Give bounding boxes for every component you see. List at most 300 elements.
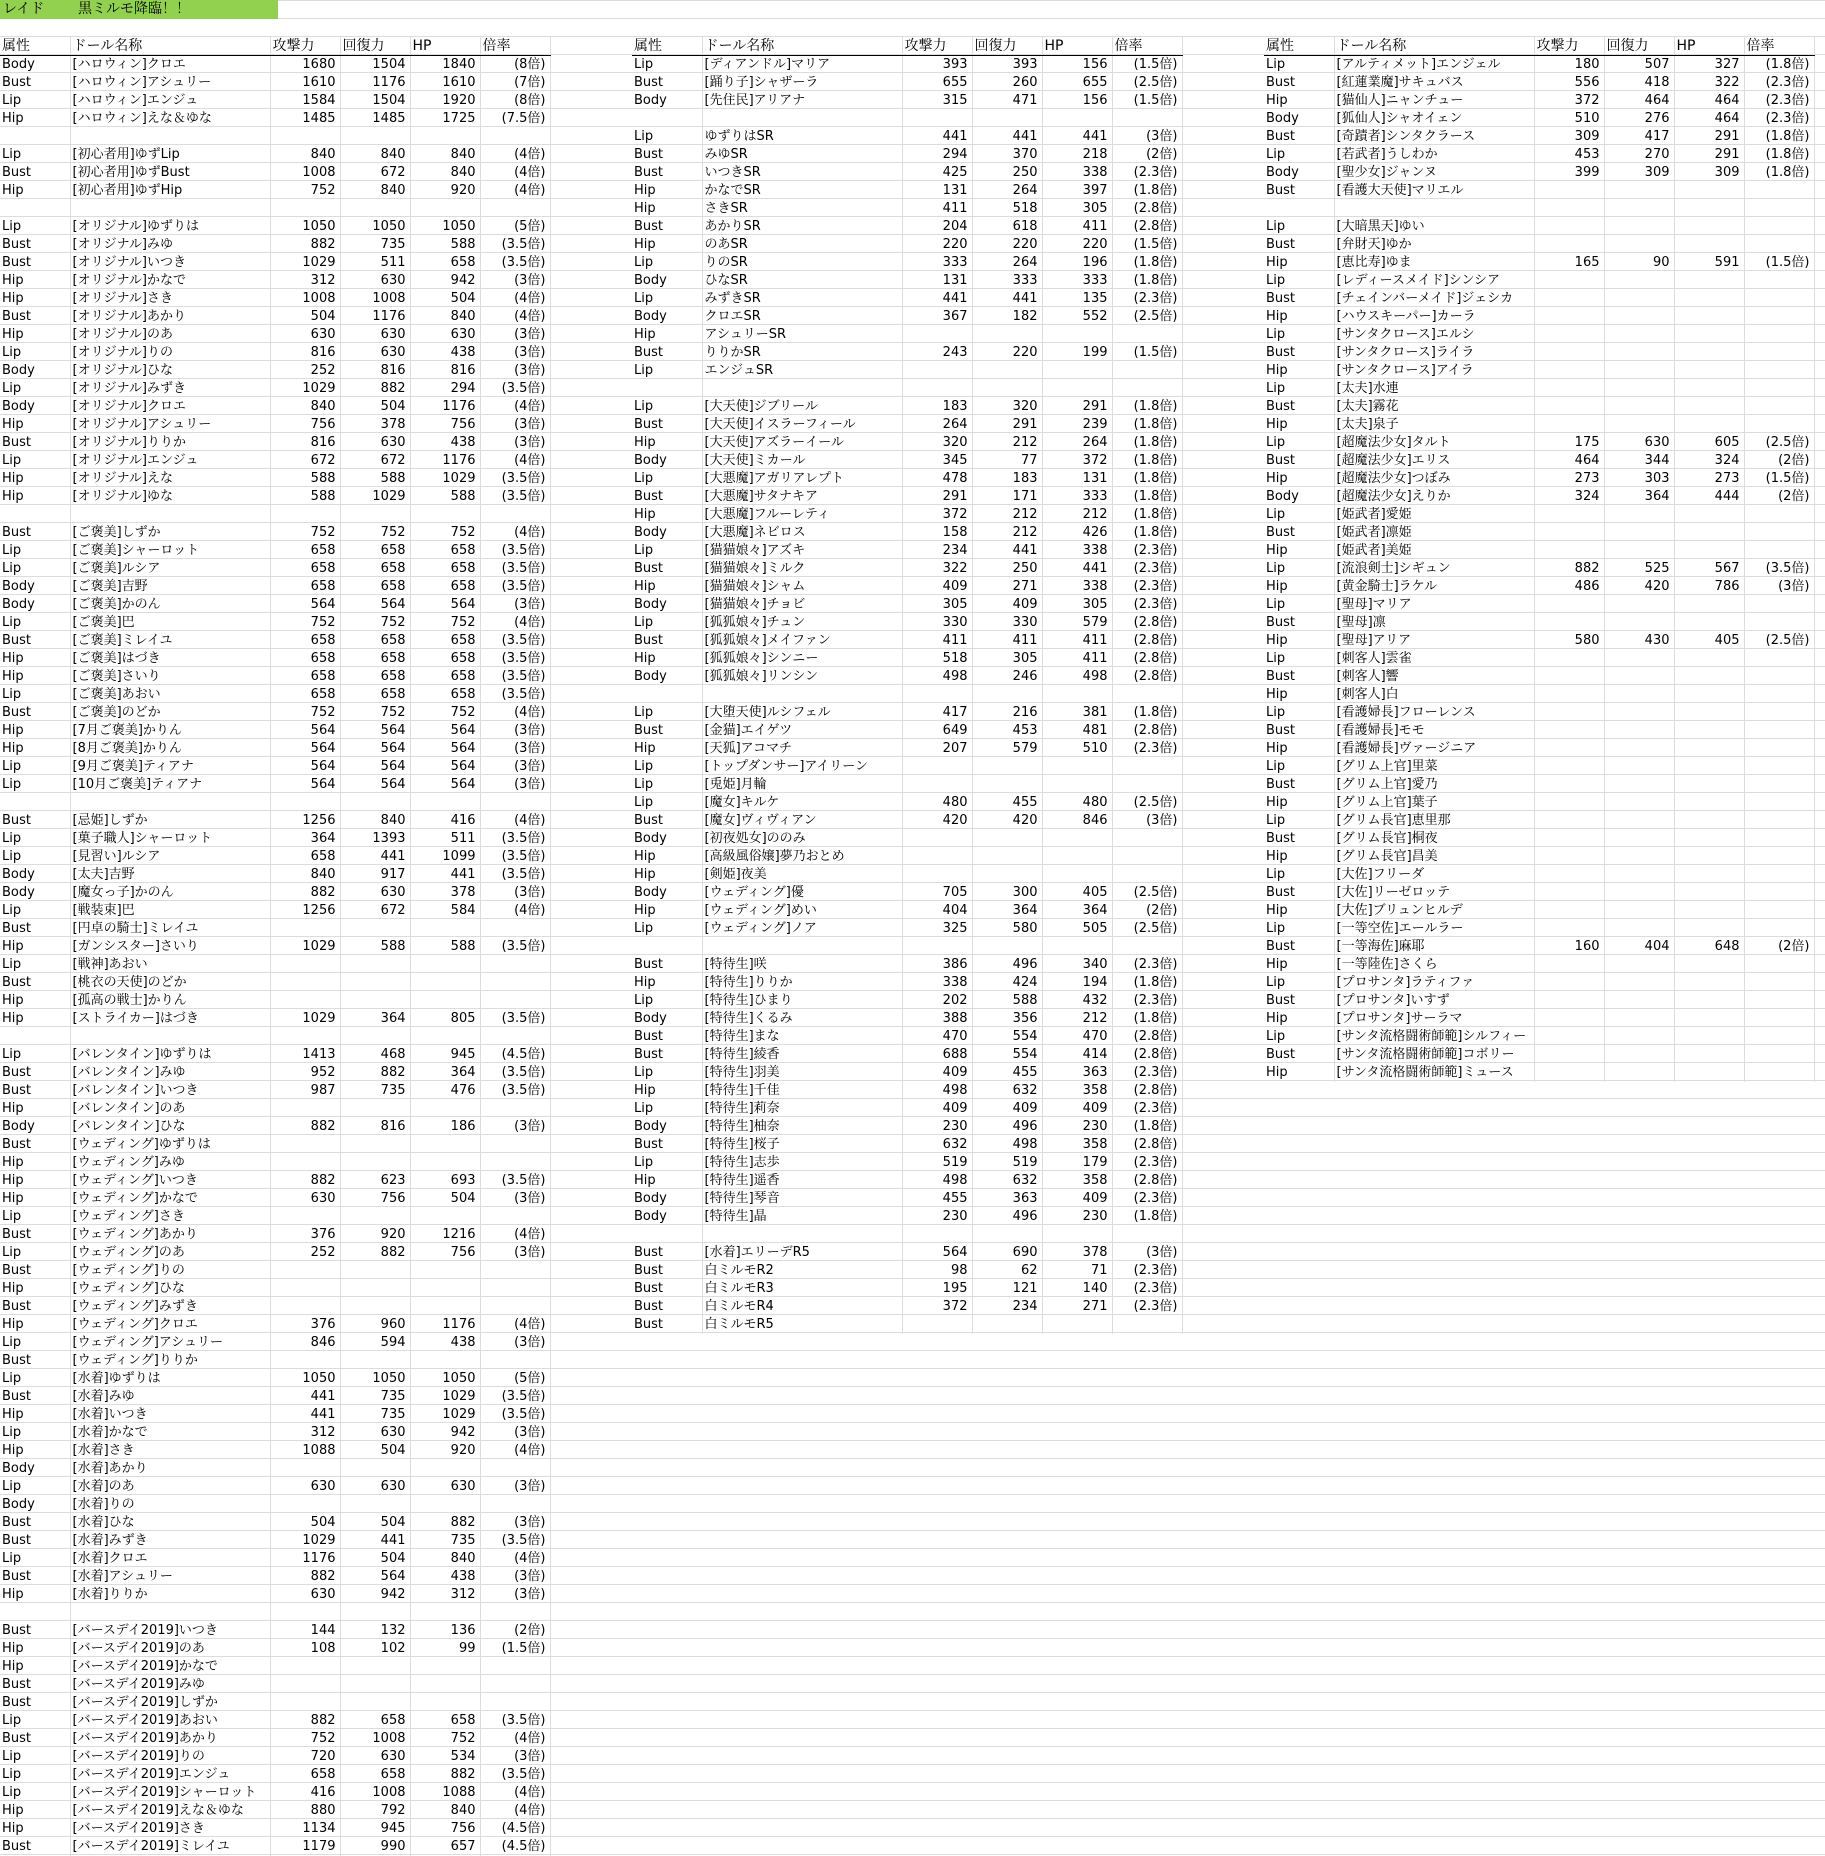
cell-attack[interactable] — [1534, 1028, 1604, 1046]
cell-multiplier[interactable]: (3倍) — [480, 1514, 550, 1532]
cell-recovery[interactable]: 182 — [972, 308, 1042, 326]
cell-doll-name[interactable]: [特待生]晶 — [702, 1208, 902, 1226]
cell-multiplier[interactable] — [1744, 740, 1814, 758]
cell-multiplier[interactable] — [1744, 236, 1814, 254]
cell-recovery[interactable] — [1604, 902, 1674, 920]
cell-attack[interactable]: 230 — [902, 1118, 972, 1136]
cell-multiplier[interactable]: (1.8倍) — [1112, 524, 1182, 542]
cell-attribute[interactable]: Hip — [0, 1172, 70, 1190]
cell-doll-name[interactable]: [黄金騎士]ラケル — [1334, 578, 1534, 596]
cell-hp[interactable]: 409 — [1042, 1100, 1112, 1118]
cell-attack[interactable]: 480 — [902, 794, 972, 812]
cell-attack[interactable]: 420 — [902, 812, 972, 830]
cell-doll-name[interactable]: りのSR — [702, 254, 902, 272]
cell-attack[interactable]: 252 — [270, 362, 340, 380]
cell-hp[interactable] — [1674, 920, 1744, 938]
cell-hp[interactable] — [1674, 542, 1744, 560]
cell-doll-name[interactable]: [ディアンドル]マリア — [702, 56, 902, 75]
cell-multiplier[interactable]: (3.5倍) — [480, 542, 550, 560]
cell-recovery[interactable]: 554 — [972, 1046, 1042, 1064]
cell-multiplier[interactable]: (3倍) — [480, 1334, 550, 1352]
cell-doll-name[interactable]: [バースデイ2019]しずか — [70, 1694, 270, 1712]
cell-multiplier[interactable] — [1744, 272, 1814, 290]
cell-doll-name[interactable]: [ご褒美]のどか — [70, 704, 270, 722]
cell-multiplier[interactable] — [1744, 794, 1814, 812]
cell-hp[interactable]: 584 — [410, 902, 480, 920]
cell-doll-name[interactable]: 白ミルモR5 — [702, 1316, 902, 1334]
cell-hp[interactable] — [410, 1154, 480, 1172]
cell-hp[interactable]: 309 — [1674, 164, 1744, 182]
cell-recovery[interactable]: 264 — [972, 182, 1042, 200]
cell-doll-name[interactable]: [特待生]桜子 — [702, 1136, 902, 1154]
cell-attribute[interactable] — [0, 794, 70, 812]
cell-recovery[interactable]: 496 — [972, 1118, 1042, 1136]
cell-hp[interactable] — [1674, 1064, 1744, 1082]
cell-recovery[interactable]: 471 — [972, 92, 1042, 110]
cell-doll-name[interactable] — [702, 110, 902, 128]
cell-attribute[interactable] — [632, 1226, 702, 1244]
cell-doll-name[interactable]: [ハロウィン]えな＆ゆな — [70, 110, 270, 128]
cell-multiplier[interactable]: (4倍) — [480, 812, 550, 830]
cell-hp[interactable] — [410, 1352, 480, 1370]
cell-recovery[interactable]: 658 — [340, 650, 410, 668]
cell-attack[interactable]: 470 — [902, 1028, 972, 1046]
cell-attack[interactable] — [270, 1100, 340, 1118]
cell-hp[interactable]: 291 — [1674, 146, 1744, 164]
cell-multiplier[interactable]: (1.5倍) — [1112, 236, 1182, 254]
cell-recovery[interactable]: 752 — [340, 704, 410, 722]
cell-hp[interactable]: 294 — [410, 380, 480, 398]
cell-multiplier[interactable]: (1.8倍) — [1112, 182, 1182, 200]
cell-attack[interactable]: 504 — [270, 1514, 340, 1532]
cell-attribute[interactable]: Hip — [0, 1406, 70, 1424]
cell-attack[interactable]: 705 — [902, 884, 972, 902]
cell-recovery[interactable]: 404 — [1604, 938, 1674, 956]
cell-hp[interactable]: 196 — [1042, 254, 1112, 272]
cell-multiplier[interactable]: (3倍) — [480, 416, 550, 434]
cell-attribute[interactable]: Body — [0, 362, 70, 380]
cell-attack[interactable]: 1584 — [270, 92, 340, 110]
cell-attribute[interactable]: Body — [632, 884, 702, 902]
cell-multiplier[interactable]: (3.5倍) — [480, 650, 550, 668]
cell-recovery[interactable]: 212 — [972, 524, 1042, 542]
cell-hp[interactable]: 630 — [410, 1478, 480, 1496]
cell-attribute[interactable]: Hip — [1264, 254, 1334, 272]
cell-hp[interactable]: 846 — [1042, 812, 1112, 830]
cell-attribute[interactable]: Lip — [0, 146, 70, 164]
cell-multiplier[interactable]: (2.3倍) — [1112, 164, 1182, 182]
cell-attack[interactable]: 498 — [902, 668, 972, 686]
cell-multiplier[interactable]: (3.5倍) — [480, 1082, 550, 1100]
cell-hp[interactable] — [410, 128, 480, 146]
cell-hp[interactable] — [1042, 830, 1112, 848]
cell-attribute[interactable] — [632, 938, 702, 956]
cell-attribute[interactable]: Hip — [632, 902, 702, 920]
cell-hp[interactable] — [1674, 812, 1744, 830]
cell-hp[interactable] — [410, 200, 480, 218]
cell-attack[interactable]: 649 — [902, 722, 972, 740]
cell-attribute[interactable]: Hip — [632, 236, 702, 254]
cell-recovery[interactable] — [972, 362, 1042, 380]
cell-multiplier[interactable] — [1112, 380, 1182, 398]
cell-doll-name[interactable]: [特待生]咲 — [702, 956, 902, 974]
cell-attack[interactable] — [1534, 812, 1604, 830]
cell-attribute[interactable]: Lip — [632, 56, 702, 75]
cell-attribute[interactable] — [0, 200, 70, 218]
cell-hp[interactable]: 752 — [410, 524, 480, 542]
cell-doll-name[interactable]: [ストライカー]はづき — [70, 1010, 270, 1028]
cell-hp[interactable] — [1674, 236, 1744, 254]
cell-hp[interactable]: 372 — [1042, 452, 1112, 470]
cell-doll-name[interactable]: [魔女]ヴィヴィアン — [702, 812, 902, 830]
cell-attribute[interactable]: Hip — [0, 992, 70, 1010]
cell-doll-name[interactable]: [大天使]ジブリール — [702, 398, 902, 416]
cell-doll-name[interactable]: ひなSR — [702, 272, 902, 290]
cell-attack[interactable]: 131 — [902, 182, 972, 200]
cell-doll-name[interactable]: [桃衣の天使]のどか — [70, 974, 270, 992]
cell-recovery[interactable] — [972, 326, 1042, 344]
cell-hp[interactable]: 338 — [1042, 578, 1112, 596]
cell-attribute[interactable]: Lip — [632, 398, 702, 416]
cell-attack[interactable]: 1029 — [270, 380, 340, 398]
cell-multiplier[interactable] — [1744, 686, 1814, 704]
cell-attack[interactable] — [902, 362, 972, 380]
cell-doll-name[interactable]: [特待生]くるみ — [702, 1010, 902, 1028]
cell-attack[interactable]: 330 — [902, 614, 972, 632]
cell-recovery[interactable]: 90 — [1604, 254, 1674, 272]
cell-attack[interactable]: 252 — [270, 1244, 340, 1262]
cell-doll-name[interactable]: [菓子職人]シャーロット — [70, 830, 270, 848]
cell-recovery[interactable] — [972, 110, 1042, 128]
cell-attribute[interactable]: Lip — [1264, 326, 1334, 344]
cell-attribute[interactable]: Lip — [632, 920, 702, 938]
cell-recovery[interactable]: 455 — [972, 1064, 1042, 1082]
cell-recovery[interactable]: 672 — [340, 164, 410, 182]
cell-doll-name[interactable]: [狐狐娘々]リンシン — [702, 668, 902, 686]
cell-attribute[interactable]: Hip — [0, 416, 70, 434]
cell-multiplier[interactable]: (4倍) — [480, 146, 550, 164]
cell-doll-name[interactable]: [ウェディング]みゆ — [70, 1154, 270, 1172]
cell-doll-name[interactable]: [オリジナル]かなで — [70, 272, 270, 290]
cell-attribute[interactable]: Body — [632, 92, 702, 110]
cell-doll-name[interactable]: [ご褒美]ルシア — [70, 560, 270, 578]
cell-attribute[interactable]: Lip — [1264, 866, 1334, 884]
cell-attribute[interactable]: Lip — [0, 614, 70, 632]
cell-multiplier[interactable]: (3倍) — [480, 596, 550, 614]
cell-doll-name[interactable]: [バースデイ2019]エンジュ — [70, 1766, 270, 1784]
cell-doll-name[interactable]: [グリム長官]恵里那 — [1334, 812, 1534, 830]
cell-multiplier[interactable]: (2.3倍) — [1112, 740, 1182, 758]
cell-attribute[interactable]: Lip — [632, 362, 702, 380]
cell-multiplier[interactable] — [1744, 344, 1814, 362]
cell-multiplier[interactable]: (1.8倍) — [1112, 974, 1182, 992]
cell-recovery[interactable]: 260 — [972, 74, 1042, 92]
cell-attack[interactable] — [1534, 200, 1604, 218]
cell-attack[interactable]: 220 — [902, 236, 972, 254]
cell-doll-name[interactable]: [水着]みずき — [70, 1532, 270, 1550]
cell-doll-name[interactable]: [オリジナル]りの — [70, 344, 270, 362]
cell-hp[interactable]: 179 — [1042, 1154, 1112, 1172]
cell-attribute[interactable]: Body — [632, 524, 702, 542]
cell-multiplier[interactable] — [480, 1028, 550, 1046]
cell-attack[interactable]: 455 — [902, 1190, 972, 1208]
cell-hp[interactable]: 564 — [410, 722, 480, 740]
cell-doll-name[interactable]: [プロサンタ]いすず — [1334, 992, 1534, 1010]
cell-multiplier[interactable] — [480, 1208, 550, 1226]
cell-hp[interactable] — [1674, 1028, 1744, 1046]
cell-attack[interactable] — [902, 1226, 972, 1244]
cell-hp[interactable] — [1674, 326, 1744, 344]
cell-doll-name[interactable]: [大佐]リーゼロッテ — [1334, 884, 1534, 902]
cell-recovery[interactable]: 564 — [340, 758, 410, 776]
cell-recovery[interactable] — [340, 1136, 410, 1154]
cell-doll-name[interactable]: [ウェディング]りの — [70, 1262, 270, 1280]
cell-attribute[interactable]: Hip — [632, 434, 702, 452]
cell-attack[interactable]: 376 — [270, 1226, 340, 1244]
cell-recovery[interactable] — [340, 506, 410, 524]
cell-doll-name[interactable]: [バレンタイン]のあ — [70, 1100, 270, 1118]
cell-attribute[interactable]: Hip — [0, 1154, 70, 1172]
cell-doll-name[interactable]: [姫武者]凛姫 — [1334, 524, 1534, 542]
cell-hp[interactable]: 305 — [1042, 200, 1112, 218]
cell-multiplier[interactable]: (1.8倍) — [1744, 56, 1814, 75]
cell-recovery[interactable] — [340, 1298, 410, 1316]
cell-doll-name[interactable]: [ご褒美]吉野 — [70, 578, 270, 596]
cell-hp[interactable] — [1674, 758, 1744, 776]
column-header-recovery[interactable]: 回復力 — [1604, 37, 1674, 56]
cell-doll-name[interactable]: [大暗黒天]ゆい — [1334, 218, 1534, 236]
cell-multiplier[interactable]: (4倍) — [480, 452, 550, 470]
cell-multiplier[interactable]: (3倍) — [480, 362, 550, 380]
cell-multiplier[interactable]: (3倍) — [480, 722, 550, 740]
cell-doll-name[interactable]: クロエSR — [702, 308, 902, 326]
cell-attack[interactable] — [902, 866, 972, 884]
cell-attribute[interactable]: Bust — [1264, 398, 1334, 416]
cell-multiplier[interactable]: (3.5倍) — [480, 236, 550, 254]
cell-doll-name[interactable]: みゆSR — [702, 146, 902, 164]
cell-multiplier[interactable]: (2.5倍) — [1744, 632, 1814, 650]
cell-multiplier[interactable]: (2.3倍) — [1112, 596, 1182, 614]
cell-hp[interactable]: 156 — [1042, 92, 1112, 110]
cell-doll-name[interactable]: [バレンタイン]ゆずりは — [70, 1046, 270, 1064]
cell-attribute[interactable]: Lip — [0, 218, 70, 236]
cell-multiplier[interactable] — [1112, 758, 1182, 776]
cell-multiplier[interactable]: (1.5倍) — [1744, 470, 1814, 488]
cell-hp[interactable]: 476 — [410, 1082, 480, 1100]
cell-recovery[interactable] — [1604, 956, 1674, 974]
cell-recovery[interactable]: 363 — [972, 1190, 1042, 1208]
cell-multiplier[interactable]: (3.5倍) — [480, 560, 550, 578]
cell-recovery[interactable]: 1050 — [340, 1370, 410, 1388]
cell-recovery[interactable]: 816 — [340, 1118, 410, 1136]
cell-attribute[interactable]: Hip — [0, 470, 70, 488]
cell-attack[interactable]: 1029 — [270, 1010, 340, 1028]
cell-attribute[interactable]: Bust — [632, 416, 702, 434]
cell-hp[interactable] — [1674, 182, 1744, 200]
cell-attribute[interactable]: Hip — [1264, 902, 1334, 920]
cell-hp[interactable]: 805 — [410, 1010, 480, 1028]
cell-attack[interactable] — [270, 1262, 340, 1280]
cell-recovery[interactable]: 102 — [340, 1640, 410, 1658]
cell-attribute[interactable]: Body — [632, 308, 702, 326]
cell-recovery[interactable] — [1604, 920, 1674, 938]
cell-attack[interactable]: 144 — [270, 1622, 340, 1640]
cell-attribute[interactable]: Bust — [632, 812, 702, 830]
cell-recovery[interactable]: 630 — [340, 434, 410, 452]
cell-attack[interactable] — [270, 1694, 340, 1712]
cell-hp[interactable]: 658 — [410, 1712, 480, 1730]
cell-hp[interactable] — [410, 992, 480, 1010]
cell-multiplier[interactable] — [1744, 614, 1814, 632]
cell-hp[interactable]: 438 — [410, 434, 480, 452]
cell-hp[interactable]: 481 — [1042, 722, 1112, 740]
cell-multiplier[interactable]: (3倍) — [480, 434, 550, 452]
cell-recovery[interactable] — [340, 1604, 410, 1622]
cell-recovery[interactable] — [340, 128, 410, 146]
cell-multiplier[interactable]: (2.3倍) — [1112, 1064, 1182, 1082]
cell-multiplier[interactable]: (1.8倍) — [1112, 254, 1182, 272]
cell-attribute[interactable]: Hip — [0, 1658, 70, 1676]
cell-hp[interactable]: 1029 — [410, 1388, 480, 1406]
cell-recovery[interactable]: 212 — [972, 506, 1042, 524]
column-header-multiplier[interactable]: 倍率 — [1112, 37, 1182, 56]
cell-doll-name[interactable]: [グリム長官]昌美 — [1334, 848, 1534, 866]
cell-multiplier[interactable] — [1744, 776, 1814, 794]
cell-attack[interactable] — [1534, 848, 1604, 866]
cell-attack[interactable] — [1534, 524, 1604, 542]
cell-multiplier[interactable]: (1.8倍) — [1112, 1208, 1182, 1226]
cell-doll-name[interactable] — [70, 1028, 270, 1046]
cell-multiplier[interactable] — [1744, 290, 1814, 308]
cell-recovery[interactable]: 1029 — [340, 488, 410, 506]
cell-attack[interactable] — [1534, 308, 1604, 326]
cell-doll-name[interactable]: [水着]かなで — [70, 1424, 270, 1442]
cell-hp[interactable]: 752 — [410, 1730, 480, 1748]
cell-attack[interactable]: 372 — [1534, 92, 1604, 110]
cell-attack[interactable] — [902, 848, 972, 866]
cell-attribute[interactable]: Lip — [0, 830, 70, 848]
cell-multiplier[interactable] — [480, 974, 550, 992]
cell-doll-name[interactable]: [超魔法少女]タルト — [1334, 434, 1534, 452]
cell-attack[interactable] — [902, 326, 972, 344]
cell-hp[interactable]: 840 — [410, 164, 480, 182]
cell-attribute[interactable]: Lip — [632, 254, 702, 272]
cell-recovery[interactable]: 630 — [340, 344, 410, 362]
cell-recovery[interactable]: 1504 — [340, 92, 410, 110]
cell-multiplier[interactable]: (8倍) — [480, 56, 550, 75]
cell-attribute[interactable]: Lip — [632, 1154, 702, 1172]
cell-attribute[interactable]: Lip — [0, 956, 70, 974]
cell-recovery[interactable] — [1604, 344, 1674, 362]
cell-hp[interactable]: 630 — [410, 326, 480, 344]
cell-doll-name[interactable]: [超魔法少女]えりか — [1334, 488, 1534, 506]
cell-recovery[interactable] — [340, 1658, 410, 1676]
cell-hp[interactable] — [410, 1658, 480, 1676]
cell-multiplier[interactable] — [480, 1262, 550, 1280]
cell-attribute[interactable]: Bust — [1264, 938, 1334, 956]
cell-doll-name[interactable]: [特待生]志歩 — [702, 1154, 902, 1172]
cell-multiplier[interactable]: (1.8倍) — [1744, 128, 1814, 146]
cell-hp[interactable] — [1674, 272, 1744, 290]
cell-attack[interactable]: 441 — [270, 1388, 340, 1406]
cell-multiplier[interactable]: (2.8倍) — [1112, 722, 1182, 740]
cell-doll-name[interactable]: [ご褒美]巴 — [70, 614, 270, 632]
cell-doll-name[interactable]: [ウェディング]クロエ — [70, 1316, 270, 1334]
cell-recovery[interactable]: 496 — [972, 956, 1042, 974]
cell-multiplier[interactable]: (2.5倍) — [1112, 884, 1182, 902]
cell-multiplier[interactable]: (3倍) — [480, 884, 550, 902]
cell-recovery[interactable] — [972, 848, 1042, 866]
cell-doll-name[interactable]: [ご褒美]ミレイユ — [70, 632, 270, 650]
cell-doll-name[interactable]: [看護大天使]マリエル — [1334, 182, 1534, 200]
cell-hp[interactable] — [1042, 326, 1112, 344]
cell-attribute[interactable]: Bust — [632, 344, 702, 362]
cell-attack[interactable]: 952 — [270, 1064, 340, 1082]
cell-attack[interactable] — [1534, 884, 1604, 902]
cell-hp[interactable]: 752 — [410, 614, 480, 632]
cell-attack[interactable]: 580 — [1534, 632, 1604, 650]
cell-recovery[interactable]: 588 — [340, 470, 410, 488]
cell-hp[interactable]: 218 — [1042, 146, 1112, 164]
cell-attribute[interactable]: Body — [0, 398, 70, 416]
cell-hp[interactable]: 338 — [1042, 164, 1112, 182]
cell-recovery[interactable]: 690 — [972, 1244, 1042, 1262]
cell-doll-name[interactable]: エンジュSR — [702, 362, 902, 380]
cell-doll-name[interactable] — [702, 380, 902, 398]
cell-recovery[interactable]: 554 — [972, 1028, 1042, 1046]
cell-attack[interactable] — [270, 1658, 340, 1676]
cell-attack[interactable]: 464 — [1534, 452, 1604, 470]
cell-multiplier[interactable]: (4倍) — [480, 182, 550, 200]
cell-attribute[interactable]: Bust — [0, 1622, 70, 1640]
cell-hp[interactable]: 658 — [410, 632, 480, 650]
cell-attack[interactable] — [270, 1676, 340, 1694]
cell-attribute[interactable]: Hip — [0, 1190, 70, 1208]
cell-hp[interactable] — [1042, 848, 1112, 866]
cell-multiplier[interactable] — [1112, 866, 1182, 884]
cell-attribute[interactable]: Hip — [0, 272, 70, 290]
cell-multiplier[interactable]: (2倍) — [480, 1622, 550, 1640]
cell-hp[interactable] — [1674, 848, 1744, 866]
cell-attribute[interactable]: Lip — [0, 1784, 70, 1802]
cell-hp[interactable] — [410, 1298, 480, 1316]
cell-hp[interactable] — [1674, 974, 1744, 992]
cell-multiplier[interactable] — [1112, 830, 1182, 848]
cell-doll-name[interactable]: [水着]ひな — [70, 1514, 270, 1532]
cell-attribute[interactable]: Bust — [632, 1244, 702, 1262]
cell-multiplier[interactable]: (4.5倍) — [480, 1820, 550, 1838]
cell-recovery[interactable] — [1604, 884, 1674, 902]
cell-doll-name[interactable]: [オリジナル]あかり — [70, 308, 270, 326]
cell-attribute[interactable]: Bust — [1264, 1046, 1334, 1064]
cell-recovery[interactable]: 441 — [972, 542, 1042, 560]
cell-attack[interactable]: 180 — [1534, 56, 1604, 75]
cell-recovery[interactable] — [1604, 380, 1674, 398]
cell-multiplier[interactable]: (3倍) — [480, 740, 550, 758]
cell-doll-name[interactable]: [オリジナル]ゆな — [70, 488, 270, 506]
cell-recovery[interactable]: 882 — [340, 1244, 410, 1262]
cell-hp[interactable] — [1042, 362, 1112, 380]
cell-hp[interactable]: 358 — [1042, 1172, 1112, 1190]
cell-recovery[interactable]: 171 — [972, 488, 1042, 506]
cell-hp[interactable] — [1674, 884, 1744, 902]
cell-recovery[interactable] — [1604, 740, 1674, 758]
cell-attack[interactable]: 234 — [902, 542, 972, 560]
cell-attack[interactable] — [1534, 542, 1604, 560]
cell-attribute[interactable]: Hip — [0, 488, 70, 506]
cell-attribute[interactable]: Bust — [632, 722, 702, 740]
cell-attribute[interactable]: Bust — [1264, 830, 1334, 848]
